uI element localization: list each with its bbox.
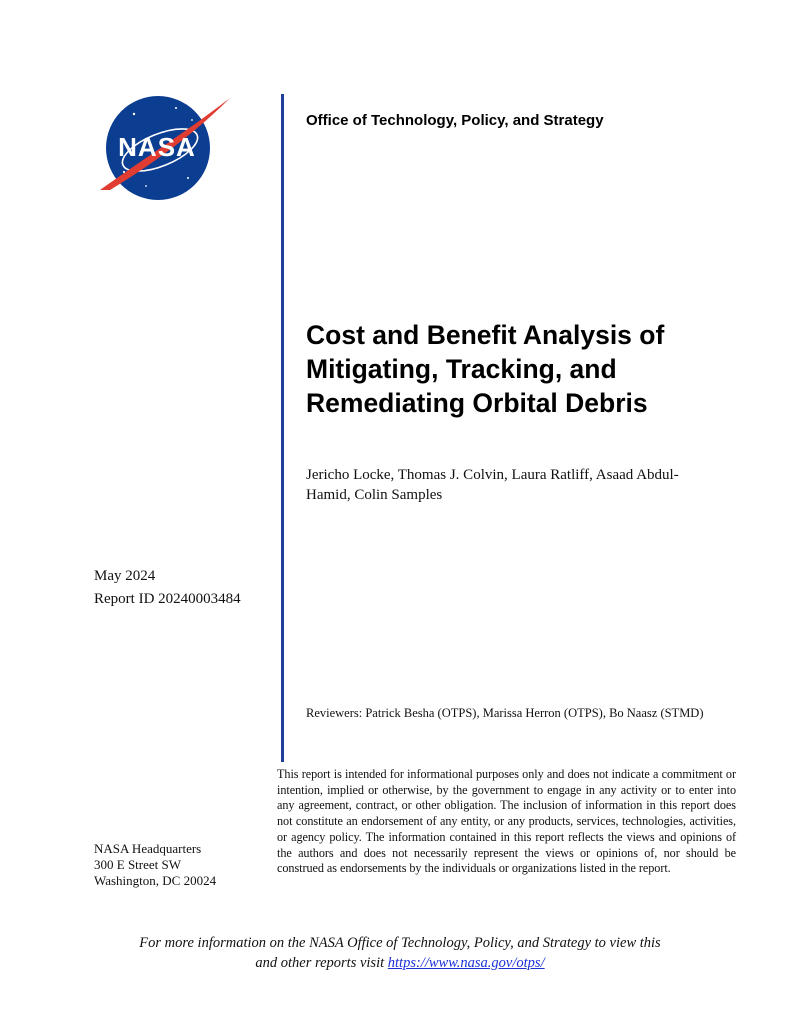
report-date: May 2024 — [94, 568, 156, 584]
address-line-2: 300 E Street SW — [94, 857, 182, 872]
report-title — [306, 318, 746, 420]
title-line-3: Remediating Orbital Debris — [306, 388, 648, 418]
hq-address — [94, 841, 216, 889]
footer-line-2 — [60, 953, 740, 973]
title-line-2: Mitigating, Tracking, and — [306, 354, 617, 384]
footer-note — [60, 933, 740, 973]
vertical-accent-line — [281, 94, 284, 762]
authors-line-2: Hamid, Colin Samples — [306, 487, 443, 503]
report-id: Report ID 20240003484 — [94, 591, 241, 607]
address-line-3: Washington, DC 20024 — [94, 873, 217, 888]
otps-link[interactable]: https://www.nasa.gov/otps/ — [387, 955, 545, 971]
disclaimer: This report is intended for informational purposes only and does not indicate a commitment or intention, implied or otherwise, by the government to engage in any activity or to enter into any agreement, contract, or other obligation. The inclusion of information in this report does not constitute an endorsement of any entity, or any products, services, technologies, activities, or agency policy. The information contained in this report reflects the views and opinions of the authors and does not necessarily represent the views or opinions of, nor should be construed as endorsements by the individuals or organizations listed in the report. — [277, 767, 736, 876]
reviewers: Reviewers: Patrick Besha (OTPS), Marissa Herron (OTPS), Bo Naasz (STMD) — [306, 706, 704, 720]
nasa-logo — [96, 92, 234, 204]
title-line-1: Cost and Benefit Analysis of — [306, 320, 665, 350]
authors — [306, 465, 736, 505]
footer-line-1: For more information on the NASA Office of Technology, Policy, and Strategy to view this — [139, 935, 661, 951]
address-line-1: NASA Headquarters — [94, 841, 202, 856]
authors-line-1: Jericho Locke, Thomas J. Colvin, Laura Ratliff, Asaad Abdul- — [306, 467, 679, 483]
nasa-meatball-icon — [96, 92, 234, 204]
office-name: Office of Technology, Policy, and Strategy — [306, 112, 604, 129]
footer-line-2-prefix: and other reports visit — [255, 955, 388, 971]
svg-text:NASA: NASA — [118, 132, 196, 162]
